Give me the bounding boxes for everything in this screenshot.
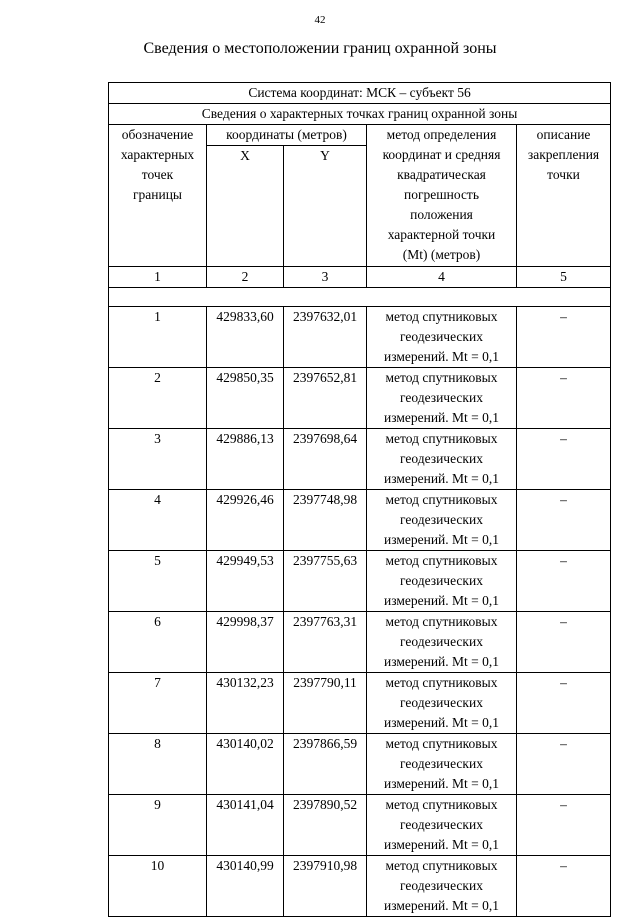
method-line: метод спутниковых [385, 553, 498, 568]
y-coordinate-cell: 2397763,31 [284, 612, 367, 673]
description-cell: – [517, 673, 611, 734]
method-line: метод спутниковых [385, 431, 498, 446]
table-row [109, 734, 611, 795]
description-cell: – [517, 429, 611, 490]
method-line: геодезических [400, 817, 483, 832]
method-cell [367, 856, 517, 917]
header-y: Y [284, 146, 367, 267]
y-coordinate-cell: 2397755,63 [284, 551, 367, 612]
method-cell [367, 734, 517, 795]
method-line: метод спутниковых [385, 797, 498, 812]
method-cell [367, 368, 517, 429]
header-designation: обозначение характерных точек границы [109, 125, 207, 267]
method-line: измерений. Mt = 0,1 [383, 898, 500, 913]
point-id-cell: 9 [109, 795, 207, 856]
description-cell: – [517, 490, 611, 551]
method-line: измерений. Mt = 0,1 [383, 349, 500, 364]
method-line: измерений. Mt = 0,1 [383, 837, 500, 852]
y-coordinate-cell: 2397890,52 [284, 795, 367, 856]
method-line: геодезических [400, 390, 483, 405]
method-line: измерений. Mt = 0,1 [383, 410, 500, 425]
x-coordinate-cell: 430140,99 [207, 856, 284, 917]
point-id-cell: 8 [109, 734, 207, 795]
x-coordinate-cell: 429833,60 [207, 307, 284, 368]
table-row [109, 429, 611, 490]
header-method: метод определения координат и средняя квадратическая погрешность положения характерной точки (Mt) (метров) [367, 125, 517, 267]
method-line: метод спутниковых [385, 736, 498, 751]
header-coordinates: координаты (метров) [207, 125, 367, 146]
y-coordinate-cell: 2397748,98 [284, 490, 367, 551]
point-id-cell: 5 [109, 551, 207, 612]
header-x: X [207, 146, 284, 267]
table-row [109, 307, 611, 368]
method-cell [367, 612, 517, 673]
method-line: измерений. Mt = 0,1 [383, 532, 500, 547]
description-cell: – [517, 612, 611, 673]
method-line: измерений. Mt = 0,1 [383, 471, 500, 486]
table-row [109, 856, 611, 917]
table-row [109, 612, 611, 673]
method-line: метод спутниковых [385, 858, 498, 873]
method-line: метод спутниковых [385, 370, 498, 385]
column-number: 2 [207, 267, 284, 288]
column-number: 5 [517, 267, 611, 288]
method-line: геодезических [400, 451, 483, 466]
y-coordinate-cell: 2397866,59 [284, 734, 367, 795]
point-id-cell: 6 [109, 612, 207, 673]
table-subtitle: Сведения о характерных точках границ охранной зоны [109, 104, 611, 125]
page-number: 42 [314, 14, 326, 26]
y-coordinate-cell: 2397652,81 [284, 368, 367, 429]
x-coordinate-cell: 430140,02 [207, 734, 284, 795]
x-coordinate-cell: 429926,46 [207, 490, 284, 551]
table-row [109, 490, 611, 551]
x-coordinate-cell: 429998,37 [207, 612, 284, 673]
method-line: геодезических [400, 878, 483, 893]
method-line: измерений. Mt = 0,1 [383, 593, 500, 608]
description-cell: – [517, 551, 611, 612]
description-cell: – [517, 856, 611, 917]
y-coordinate-cell: 2397632,01 [284, 307, 367, 368]
y-coordinate-cell: 2397790,11 [284, 673, 367, 734]
method-cell [367, 795, 517, 856]
method-cell [367, 490, 517, 551]
method-line: измерений. Mt = 0,1 [383, 654, 500, 669]
point-id-cell: 3 [109, 429, 207, 490]
method-line: метод спутниковых [385, 614, 498, 629]
column-number: 4 [367, 267, 517, 288]
point-id-cell: 7 [109, 673, 207, 734]
method-line: метод спутниковых [385, 675, 498, 690]
x-coordinate-cell: 429949,53 [207, 551, 284, 612]
description-cell: – [517, 795, 611, 856]
point-id-cell: 10 [109, 856, 207, 917]
method-line: геодезических [400, 573, 483, 588]
table-row [109, 368, 611, 429]
x-coordinate-cell: 429850,35 [207, 368, 284, 429]
method-line: геодезических [400, 634, 483, 649]
x-coordinate-cell: 430141,04 [207, 795, 284, 856]
header-description: описание закрепления точки [517, 125, 611, 267]
method-cell [367, 429, 517, 490]
document-title: Сведения о местоположении границ охранной зоны [143, 40, 497, 57]
method-cell [367, 307, 517, 368]
point-id-cell: 1 [109, 307, 207, 368]
method-line: геодезических [400, 329, 483, 344]
method-line: геодезических [400, 695, 483, 710]
description-cell: – [517, 368, 611, 429]
method-line: геодезических [400, 756, 483, 771]
point-id-cell: 2 [109, 368, 207, 429]
coordinate-system-header: Система координат: МСК – субъект 56 [109, 83, 611, 104]
x-coordinate-cell: 429886,13 [207, 429, 284, 490]
point-id-cell: 4 [109, 490, 207, 551]
column-number: 3 [284, 267, 367, 288]
method-line: метод спутниковых [385, 492, 498, 507]
method-line: измерений. Mt = 0,1 [383, 776, 500, 791]
method-line: геодезических [400, 512, 483, 527]
method-cell [367, 673, 517, 734]
table-row [109, 551, 611, 612]
method-line: измерений. Mt = 0,1 [383, 715, 500, 730]
x-coordinate-cell: 430132,23 [207, 673, 284, 734]
description-cell: – [517, 307, 611, 368]
column-number: 1 [109, 267, 207, 288]
method-line: метод спутниковых [385, 309, 498, 324]
table-row [109, 673, 611, 734]
description-cell: – [517, 734, 611, 795]
y-coordinate-cell: 2397698,64 [284, 429, 367, 490]
boundary-points-table [108, 82, 611, 917]
y-coordinate-cell: 2397910,98 [284, 856, 367, 917]
spacer-row [109, 288, 611, 307]
method-cell [367, 551, 517, 612]
table-row [109, 795, 611, 856]
